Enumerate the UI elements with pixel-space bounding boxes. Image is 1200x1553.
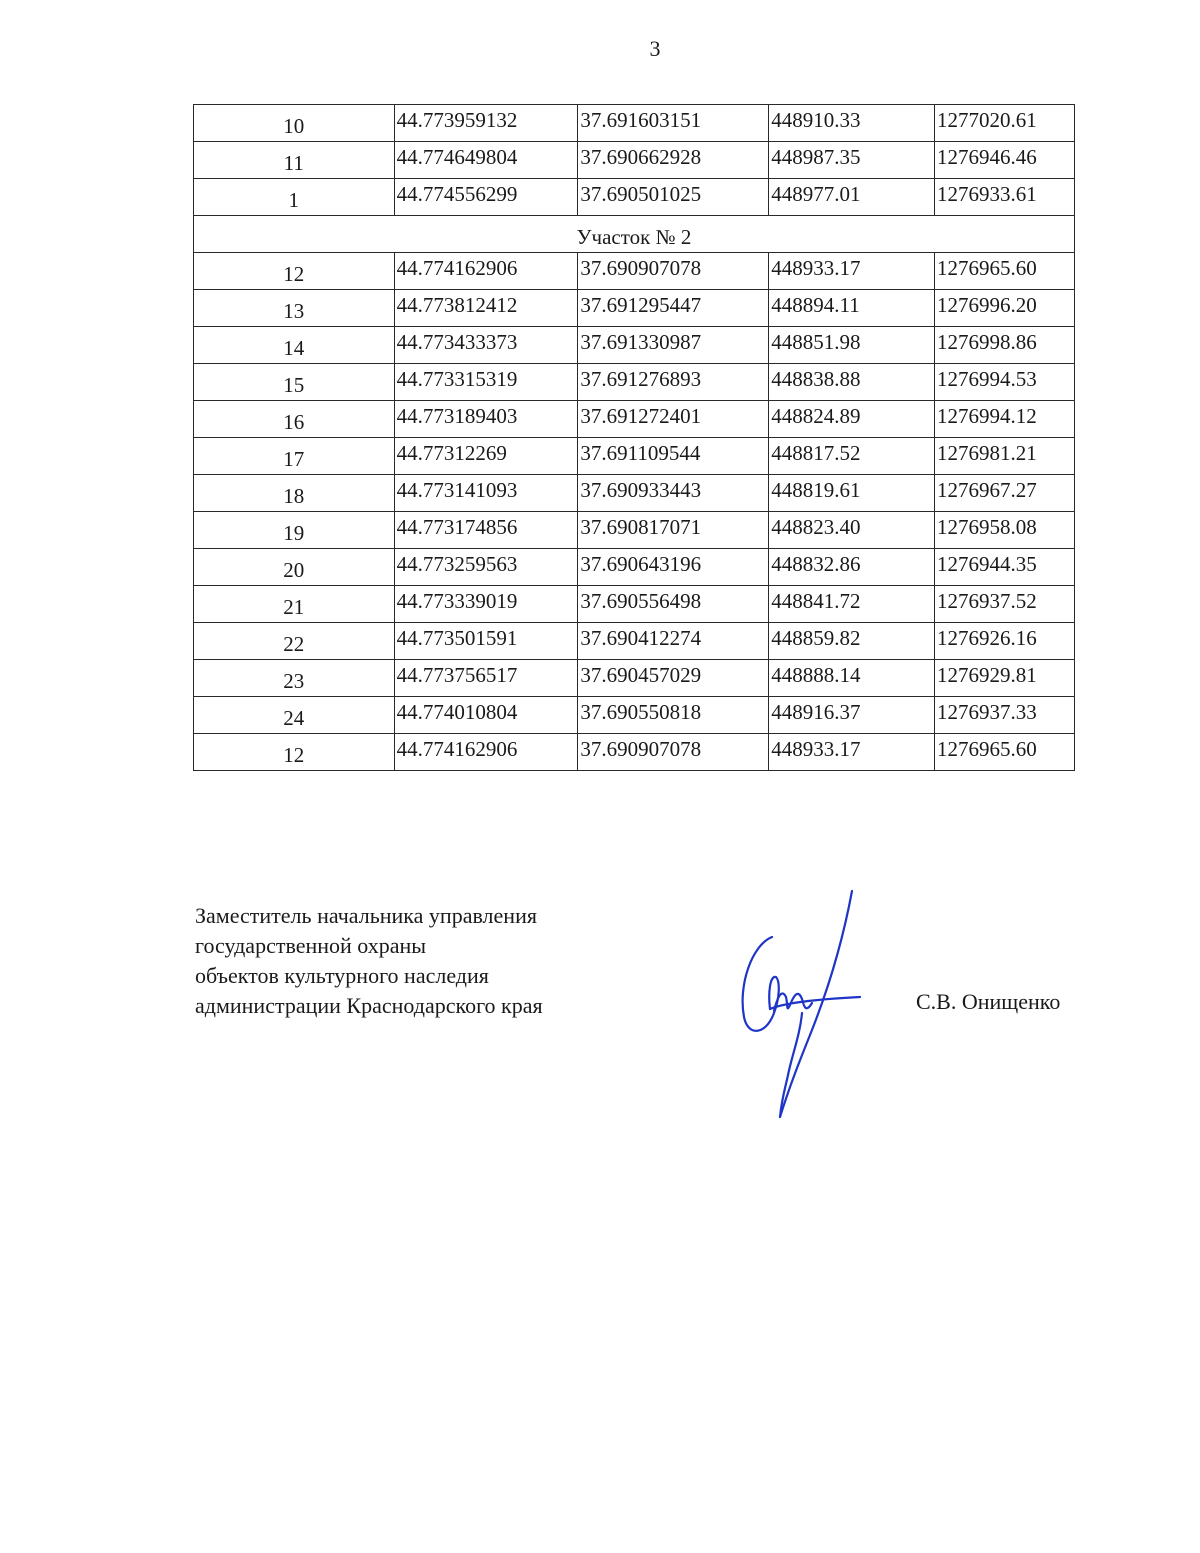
- longitude-cell: 37.691272401: [578, 401, 769, 438]
- x-coordinate-cell: 448977.01: [769, 179, 935, 216]
- y-coordinate-cell: 1276996.20: [935, 290, 1075, 327]
- point-number-cell: 23: [194, 660, 395, 697]
- latitude-cell: 44.773315319: [394, 364, 578, 401]
- table-row: [194, 401, 1075, 438]
- x-coordinate-cell: 448916.37: [769, 697, 935, 734]
- y-coordinate-cell: 1276933.61: [935, 179, 1075, 216]
- y-coordinate-cell: 1276967.27: [935, 475, 1075, 512]
- x-coordinate-cell: 448838.88: [769, 364, 935, 401]
- longitude-cell: 37.690412274: [578, 623, 769, 660]
- table-row: [194, 734, 1075, 771]
- table-row: [194, 364, 1075, 401]
- y-coordinate-cell: 1276929.81: [935, 660, 1075, 697]
- point-number-cell: 15: [194, 364, 395, 401]
- y-coordinate-cell: 1277020.61: [935, 105, 1075, 142]
- longitude-cell: 37.690643196: [578, 549, 769, 586]
- table-row: [194, 586, 1075, 623]
- longitude-cell: 37.691109544: [578, 438, 769, 475]
- x-coordinate-cell: 448817.52: [769, 438, 935, 475]
- signatory-position-line: администрации Краснодарского края: [195, 993, 543, 1018]
- point-number-cell: 11: [194, 142, 395, 179]
- y-coordinate-cell: 1276937.33: [935, 697, 1075, 734]
- longitude-cell: 37.691603151: [578, 105, 769, 142]
- y-coordinate-cell: 1276958.08: [935, 512, 1075, 549]
- signature-stroke: [743, 937, 779, 1031]
- latitude-cell: 44.773141093: [394, 475, 578, 512]
- point-number-cell: 19: [194, 512, 395, 549]
- x-coordinate-cell: 448933.17: [769, 253, 935, 290]
- point-number-cell: 10: [194, 105, 395, 142]
- y-coordinate-cell: 1276994.12: [935, 401, 1075, 438]
- longitude-cell: 37.690933443: [578, 475, 769, 512]
- longitude-cell: 37.691330987: [578, 327, 769, 364]
- latitude-cell: 44.773812412: [394, 290, 578, 327]
- section-header-row: [194, 216, 1075, 253]
- table-row: [194, 142, 1075, 179]
- coordinates-table-top-body: [194, 105, 1075, 216]
- latitude-cell: 44.773339019: [394, 586, 578, 623]
- y-coordinate-cell: 1276994.53: [935, 364, 1075, 401]
- x-coordinate-cell: 448894.11: [769, 290, 935, 327]
- longitude-cell: 37.691276893: [578, 364, 769, 401]
- handwritten-signature: [730, 885, 870, 1125]
- table-row: [194, 105, 1075, 142]
- x-coordinate-cell: 448832.86: [769, 549, 935, 586]
- longitude-cell: 37.690662928: [578, 142, 769, 179]
- signatory-name: С.В. Онищенко: [916, 989, 1061, 1014]
- latitude-cell: 44.774162906: [394, 734, 578, 771]
- x-coordinate-cell: 448859.82: [769, 623, 935, 660]
- latitude-cell: 44.773501591: [394, 623, 578, 660]
- x-coordinate-cell: 448987.35: [769, 142, 935, 179]
- latitude-cell: 44.773189403: [394, 401, 578, 438]
- table-row: [194, 290, 1075, 327]
- x-coordinate-cell: 448823.40: [769, 512, 935, 549]
- page-number: 3: [649, 36, 661, 61]
- latitude-cell: 44.774162906: [394, 253, 578, 290]
- point-number-cell: 18: [194, 475, 395, 512]
- section-header-body: [194, 216, 1075, 253]
- longitude-cell: 37.690907078: [578, 734, 769, 771]
- x-coordinate-cell: 448851.98: [769, 327, 935, 364]
- y-coordinate-cell: 1276946.46: [935, 142, 1075, 179]
- longitude-cell: 37.690501025: [578, 179, 769, 216]
- latitude-cell: 44.773959132: [394, 105, 578, 142]
- x-coordinate-cell: 448933.17: [769, 734, 935, 771]
- point-number-cell: 24: [194, 697, 395, 734]
- point-number-cell: 13: [194, 290, 395, 327]
- point-number-cell: 21: [194, 586, 395, 623]
- signatory-position-line: государственной охраны: [195, 933, 427, 958]
- longitude-cell: 37.690550818: [578, 697, 769, 734]
- y-coordinate-cell: 1276965.60: [935, 253, 1075, 290]
- longitude-cell: 37.690556498: [578, 586, 769, 623]
- coordinates-table: [193, 104, 1075, 771]
- table-row: [194, 660, 1075, 697]
- x-coordinate-cell: 448819.61: [769, 475, 935, 512]
- y-coordinate-cell: 1276937.52: [935, 586, 1075, 623]
- point-number-cell: 16: [194, 401, 395, 438]
- table-row: [194, 253, 1075, 290]
- latitude-cell: 44.773259563: [394, 549, 578, 586]
- signatory-position-line: Заместитель начальника управления: [195, 903, 537, 928]
- section-title: Участок № 2: [194, 216, 1075, 253]
- point-number-cell: 12: [194, 253, 395, 290]
- latitude-cell: 44.773756517: [394, 660, 578, 697]
- point-number-cell: 20: [194, 549, 395, 586]
- longitude-cell: 37.691295447: [578, 290, 769, 327]
- table-row: [194, 697, 1075, 734]
- point-number-cell: 22: [194, 623, 395, 660]
- table-row: [194, 438, 1075, 475]
- latitude-cell: 44.773174856: [394, 512, 578, 549]
- y-coordinate-cell: 1276998.86: [935, 327, 1075, 364]
- point-number-cell: 12: [194, 734, 395, 771]
- signature-stroke: [770, 997, 860, 1009]
- x-coordinate-cell: 448824.89: [769, 401, 935, 438]
- x-coordinate-cell: 448841.72: [769, 586, 935, 623]
- table-row: [194, 327, 1075, 364]
- signatory-position: [195, 901, 543, 1021]
- longitude-cell: 37.690817071: [578, 512, 769, 549]
- latitude-cell: 44.774649804: [394, 142, 578, 179]
- latitude-cell: 44.773433373: [394, 327, 578, 364]
- y-coordinate-cell: 1276926.16: [935, 623, 1075, 660]
- latitude-cell: 44.774010804: [394, 697, 578, 734]
- table-row: [194, 623, 1075, 660]
- point-number-cell: 17: [194, 438, 395, 475]
- latitude-cell: 44.774556299: [394, 179, 578, 216]
- longitude-cell: 37.690907078: [578, 253, 769, 290]
- coordinates-table-section-body: [194, 253, 1075, 771]
- y-coordinate-cell: 1276944.35: [935, 549, 1075, 586]
- y-coordinate-cell: 1276965.60: [935, 734, 1075, 771]
- point-number-cell: 14: [194, 327, 395, 364]
- x-coordinate-cell: 448888.14: [769, 660, 935, 697]
- y-coordinate-cell: 1276981.21: [935, 438, 1075, 475]
- longitude-cell: 37.690457029: [578, 660, 769, 697]
- latitude-cell: 44.77312269: [394, 438, 578, 475]
- table-row: [194, 475, 1075, 512]
- table-row: [194, 512, 1075, 549]
- table-row: [194, 179, 1075, 216]
- x-coordinate-cell: 448910.33: [769, 105, 935, 142]
- signatory-position-line: объектов культурного наследия: [195, 963, 489, 988]
- table-row: [194, 549, 1075, 586]
- point-number-cell: 1: [194, 179, 395, 216]
